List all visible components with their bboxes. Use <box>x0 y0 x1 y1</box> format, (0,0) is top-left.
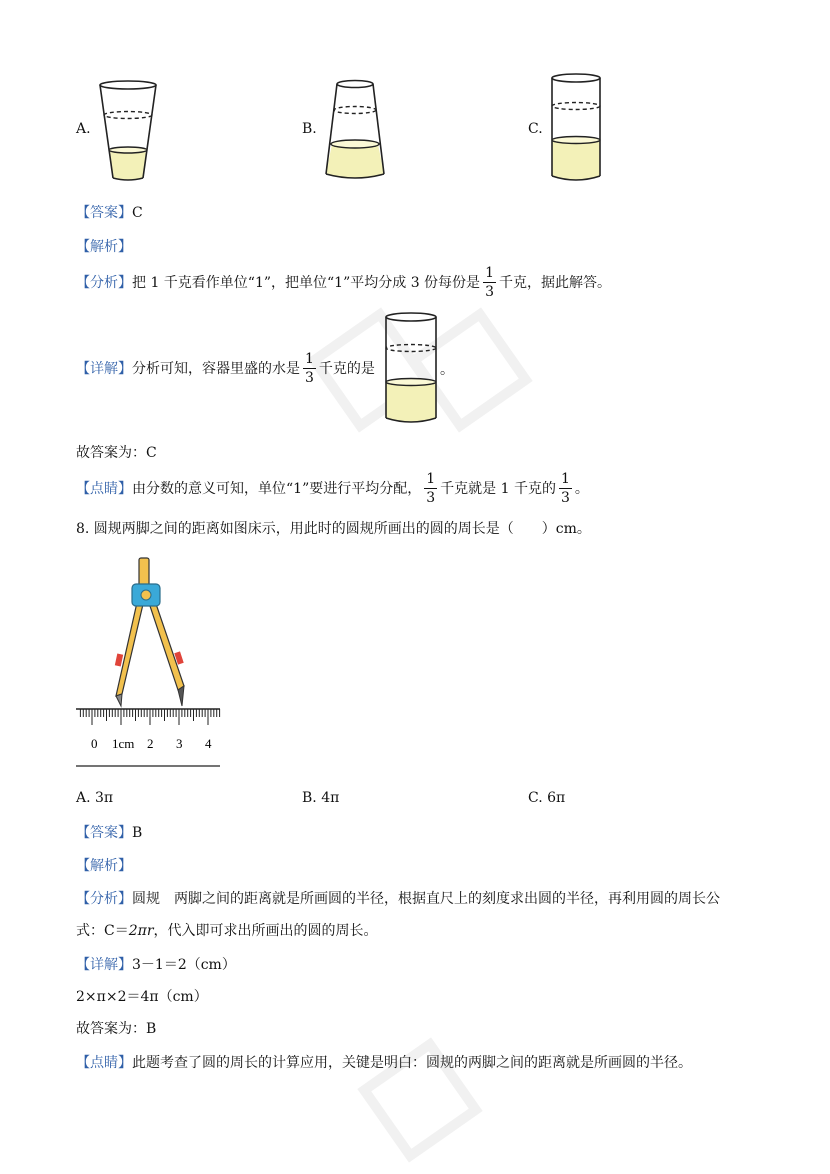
fraction-one-third: $\frac{1}{3}$ <box>485 264 494 300</box>
q7-fenxi-line <box>76 262 611 302</box>
fraction-one-third: $\frac{1}{3}$ <box>305 350 314 386</box>
fenxi-tag: 【分析】 <box>76 891 132 907</box>
dianjing-text: 此题考查了圆的周长的计算应用，关键是明白：圆规的两脚之间的距离就是所画圆的半径。 <box>132 1055 692 1071</box>
dianjing-tag: 【点睛】 <box>76 481 132 497</box>
q8-option-b[interactable]: B. 4π <box>302 790 340 806</box>
compass-hinge <box>141 590 151 600</box>
q8-conclusion: 故答案为：B <box>76 1021 157 1037</box>
compass-needle <box>116 694 122 706</box>
q8-option-c[interactable]: C. 6π <box>528 790 566 806</box>
fenxi-line2-after: ，代入即可求出所画出的圆的周长。 <box>153 923 378 939</box>
ruler-label-0: 0 <box>91 736 98 751</box>
cylinder-cup-icon[interactable] <box>548 72 604 184</box>
option-b-label: B. <box>302 121 317 137</box>
dianjing-text-1: 由分数的意义可知，单位“1”要进行平均分配， <box>132 481 422 497</box>
fenxi-tag: 【分析】 <box>76 275 132 291</box>
ruler-label-1cm: 1cm <box>112 736 135 751</box>
answer-tag: 【答案】 <box>76 205 132 221</box>
fenxi-line1-text: 圆规 两脚之间的距离就是所画圆的半径，根据直尺上的刻度求出圆的半径，再利用圆的周长公 <box>132 891 720 907</box>
ruler-ticks <box>80 709 219 725</box>
ruler-label-3: 3 <box>176 736 183 751</box>
circumference-formula: 2πr <box>128 923 154 939</box>
q7-xiangjie-line <box>76 348 375 388</box>
answer-value: B <box>132 825 143 841</box>
xiangjie-text-after: 千克的是 <box>318 361 375 377</box>
q8-question: 8. 圆规两脚之间的距离如图床示，用此时的圆规所画出的圆的周长是（ ）cm。 <box>76 521 591 537</box>
q8-fenxi-line2 <box>76 920 378 940</box>
answer-tag: 【答案】 <box>76 825 132 841</box>
q8-xiangjie-line2: 2×π×2＝4π（cm） <box>76 989 208 1005</box>
tapered-cup-icon[interactable] <box>96 78 160 182</box>
ruler-label-4: 4 <box>205 736 212 751</box>
xiangjie-end: 。 <box>440 362 454 378</box>
fenxi-line2-before: 式：C＝ <box>76 923 129 939</box>
q8-option-a[interactable]: A. 3π <box>76 790 114 806</box>
ruler-label-2: 2 <box>147 736 154 751</box>
q7-conclusion: 故答案为：C <box>76 445 157 461</box>
compass-left-leg <box>116 598 144 696</box>
xiangjie-tag: 【详解】 <box>76 361 132 377</box>
fenxi-text-before: 把 1 千克看作单位“1”，把单位“1”平均分成 3 份每份是 <box>132 275 481 291</box>
analysis-tag: 【解析】 <box>76 858 132 874</box>
cylinder-answer-icon <box>382 310 440 426</box>
xiangjie-line1-text: 3－1＝2（cm） <box>132 957 236 973</box>
dianjing-text-2: 千克就是 1 千克的 <box>440 481 556 497</box>
compass-pencil-tip <box>178 686 184 706</box>
compass-left-clip <box>115 654 123 667</box>
fraction-one-third: $\frac{1}{3}$ <box>560 470 570 506</box>
flared-cup-icon[interactable] <box>322 78 388 182</box>
dianjing-tag: 【点睛】 <box>76 1055 132 1071</box>
option-c-label: C. <box>528 121 543 137</box>
compass-ruler-figure <box>72 556 228 772</box>
dianjing-text-3: 。 <box>574 481 589 497</box>
q8-xiangjie-line1 <box>76 954 236 974</box>
fraction-one-third: $\frac{1}{3}$ <box>426 470 436 506</box>
q8-fenxi-line1 <box>76 888 720 908</box>
xiangjie-text-before: 分析可知，容器里盛的水是 <box>132 361 300 377</box>
fenxi-text-after: 千克，据此解答。 <box>498 275 611 291</box>
q8-dianjing-line <box>76 1052 692 1072</box>
xiangjie-tag: 【详解】 <box>76 957 132 973</box>
option-a-label: A. <box>76 121 91 137</box>
answer-value: C <box>132 205 143 221</box>
q7-answer-line <box>76 202 143 222</box>
compass-right-leg <box>148 598 184 690</box>
q7-dianjing-line <box>76 468 589 508</box>
q8-answer-line <box>76 822 142 842</box>
analysis-tag: 【解析】 <box>76 239 132 255</box>
